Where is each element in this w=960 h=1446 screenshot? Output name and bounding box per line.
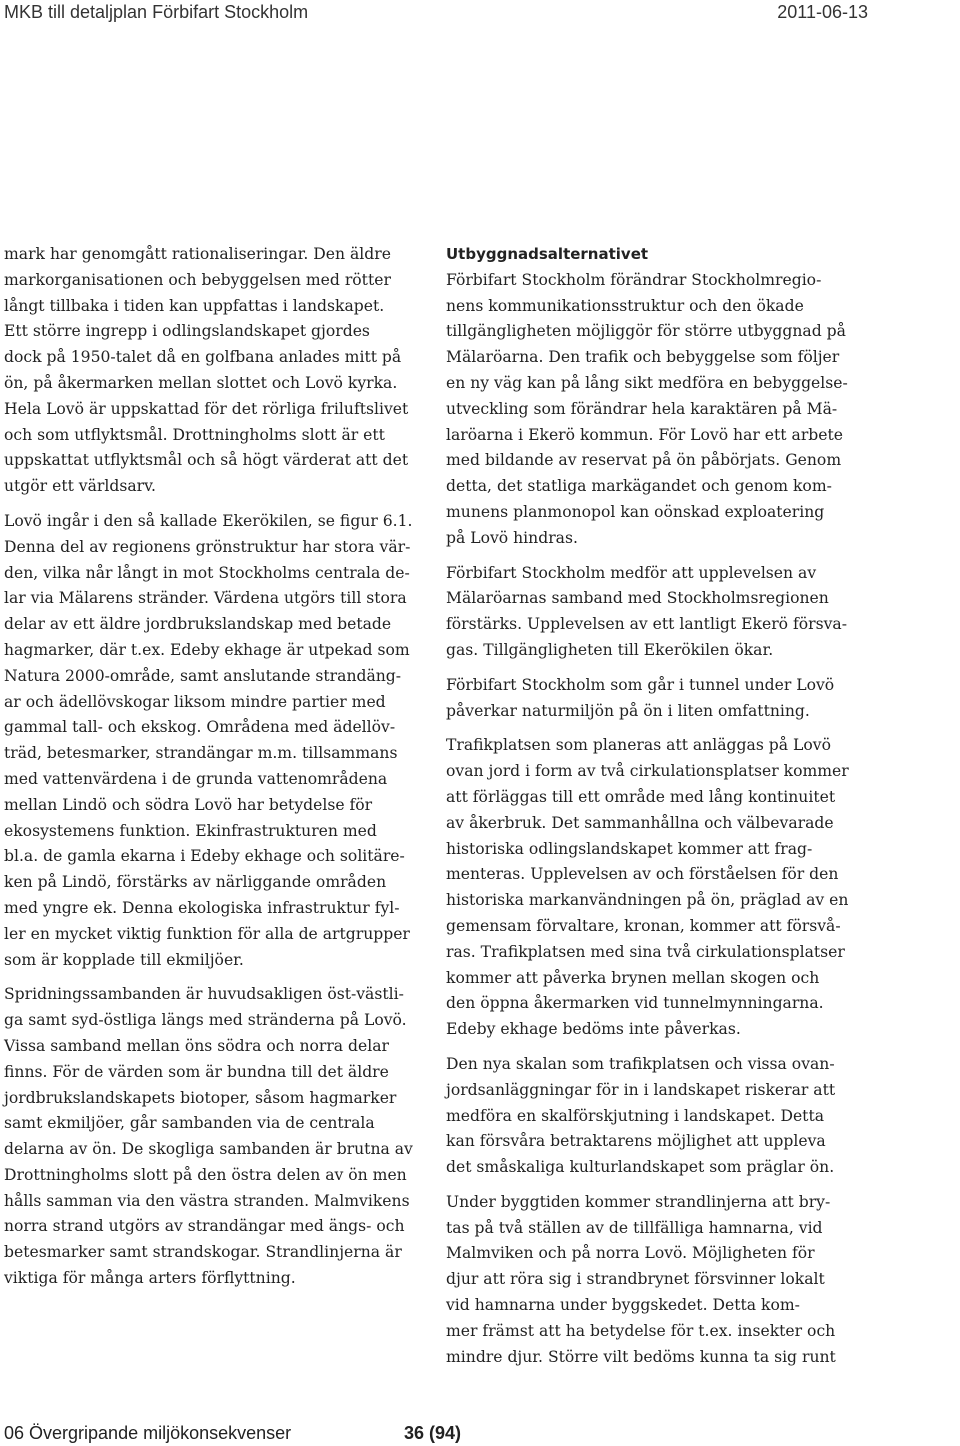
text-line: det småskaliga kulturlandskapet som präglar ön.: [446, 1158, 835, 1177]
text-line: Den nya skalan som trafikplatsen och vissa ovan-: [446, 1054, 835, 1073]
text-line: betesmarker samt strandskogar. Strandlinjerna är: [4, 1243, 402, 1262]
text-line: dock på 1950-talet då en golfbana anlades mitt på: [4, 348, 402, 367]
paragraph-gap: [4, 973, 424, 982]
text-line: ken på Lindö, förstärks av närliggande områden: [4, 873, 387, 892]
text-line: mellan Lindö och södra Lovö har betydelse för: [4, 795, 373, 814]
text-line: Lovö ingår i den så kallade Ekerökilen, se figur 6.1.: [4, 511, 413, 530]
text-line: utgör ett världsarv.: [4, 477, 157, 496]
text-line: finns. För de värden som är bundna till det äldre: [4, 1062, 389, 1081]
paragraph: [446, 1052, 876, 1181]
text-line: hagmarker, där t.ex. Edeby ekhage är utpekad som: [4, 640, 410, 659]
text-line: ar och ädellövskogar liksom mindre partier med: [4, 692, 386, 711]
right-column: [446, 242, 876, 1370]
text-line: delarna av ön. De skogliga sambanden är brutna av: [4, 1140, 413, 1159]
text-line: samt ekmiljöer, går sambanden via de centrala: [4, 1114, 375, 1133]
text-line: med yngre ek. Denna ekologiska infrastruktur fyl-: [4, 898, 400, 917]
text-line: gammal tall- och ekskog. Områdena med ädellöv-: [4, 718, 396, 737]
text-line: långt tillbaka i tiden kan uppfattas i landskapet.: [4, 296, 385, 315]
text-line: Förbifart Stockholm förändrar Stockholmregio-: [446, 270, 822, 289]
text-line: delar av ett äldre jordbrukslandskap med betade: [4, 615, 392, 634]
text-line: Malmviken och på norra Lovö. Möjligheten för: [446, 1244, 815, 1263]
text-line: utveckling som förändrar hela karaktären på Mä-: [446, 399, 838, 418]
paragraph: [446, 268, 876, 552]
paragraph: [4, 982, 424, 1292]
text-line: laröarna i Ekerö kommun. För Lovö har ett arbete: [446, 425, 843, 444]
paragraph: [4, 509, 424, 973]
text-line: ler en mycket viktig funktion för alla de artgrupper: [4, 924, 410, 943]
text-line: Förbifart Stockholm medför att upplevelsen av: [446, 563, 817, 582]
paragraph: [446, 733, 876, 1043]
text-line: av åkerbruk. Det sammanhållna och välbevarade: [446, 813, 834, 832]
text-line: Drottningholms slott på den östra delen av ön men: [4, 1165, 407, 1184]
text-line: tas på två ställen av de tillfälliga hamnarna, vid: [446, 1218, 823, 1237]
text-line: ekosystemens funktion. Ekinfrastrukturen med: [4, 821, 377, 840]
text-line: Mälaröarnas samband med Stockholmsregionen: [446, 589, 829, 608]
text-line: ovan jord i form av två cirkulationsplatser kommer: [446, 762, 849, 781]
text-line: Denna del av regionens grönstruktur har stora vär-: [4, 537, 411, 556]
text-line: ras. Trafikplatsen med sina två cirkulationsplatser: [446, 942, 845, 961]
paragraph-gap: [446, 1043, 876, 1052]
document-date: 2011-06-13: [777, 2, 868, 22]
paragraph: [446, 673, 876, 725]
text-line: medföra en skalförskjutning i landskapet. Detta: [446, 1106, 825, 1125]
text-line: och som utflyktsmål. Drottningholms slott är ett: [4, 425, 385, 444]
document-title: MKB till detaljplan Förbifart Stockholm: [4, 2, 309, 22]
text-line: Spridningssambanden är huvudsakligen öst-västli-: [4, 985, 404, 1004]
text-line: nens kommunikationsstruktur och den ökade: [446, 296, 804, 315]
text-line: markorganisationen och bebyggelsen med rötter: [4, 270, 391, 289]
text-line: förstärks. Upplevelsen av ett lantligt Ekerö försva-: [446, 615, 847, 634]
text-line: gemensam förvaltare, kronan, kommer att försvå-: [446, 916, 841, 935]
text-line: menteras. Upplevelsen av och förståelsen för den: [446, 865, 839, 884]
text-line: att förläggas till ett område med lång kontinuitet: [446, 787, 836, 806]
text-line: kommer att påverka brynen mellan skogen och: [446, 968, 820, 987]
text-line: Hela Lovö är uppskattad för det rörliga friluftslivet: [4, 399, 409, 418]
paragraph: [446, 1190, 876, 1371]
text-line: mindre djur. Större vilt bedöms kunna ta sig runt: [446, 1347, 836, 1366]
section-heading: Utbyggnadsalternativet: [446, 245, 649, 263]
text-line: detta, det statliga markägandet och genom kom-: [446, 477, 832, 496]
text-line: Edeby ekhage bedöms inte påverkas.: [446, 1020, 741, 1039]
text-line: historiska markanvändningen på ön, präglad av en: [446, 891, 849, 910]
paragraph-gap: [446, 724, 876, 733]
paragraph: [4, 242, 424, 500]
text-line: lar via Mälarens stränder. Värdena utgörs till stora: [4, 589, 407, 608]
text-line: djur att röra sig i strandbrynet försvinner lokalt: [446, 1270, 825, 1289]
text-line: gas. Tillgängligheten till Ekerökilen ökar.: [446, 640, 774, 659]
text-line: mark har genomgått rationaliseringar. Den äldre: [4, 245, 391, 263]
footer-section-title: 06 Övergripande miljökonsekvenser: [4, 1423, 292, 1443]
text-line: jordsanläggningar för in i landskapet riskerar att: [446, 1080, 836, 1099]
text-line: den, vilka når långt in mot Stockholms centrala de-: [4, 563, 410, 582]
paragraph-gap: [446, 552, 876, 561]
paragraph-gap: [4, 500, 424, 509]
text-line: tillgängligheten möjliggör för större utbyggnad på: [446, 322, 846, 341]
paragraph-gap: [446, 1181, 876, 1190]
text-line: som är kopplade till ekmiljöer.: [4, 950, 244, 969]
text-line: Under byggtiden kommer strandlinjerna att bry-: [446, 1192, 831, 1211]
text-line: viktiga för många arters förflyttning.: [4, 1269, 296, 1288]
text-line: jordbrukslandskapets biotoper, såsom hagmarker: [4, 1088, 397, 1107]
text-line: Natura 2000-område, samt anslutande strandäng-: [4, 666, 402, 685]
text-line: ön, på åkermarken mellan slottet och Lovö kyrka.: [4, 373, 398, 392]
text-line: Vissa samband mellan öns södra och norra delar: [4, 1036, 390, 1055]
text-line: med bildande av reservat på ön påbörjats. Genom: [446, 451, 842, 470]
paragraph: [446, 561, 876, 664]
paragraph-gap: [446, 664, 876, 673]
text-line: norra strand utgörs av strandängar med ängs- och: [4, 1217, 405, 1236]
text-line: vid hamnarna under byggskedet. Detta kom-: [446, 1296, 800, 1315]
text-line: ga samt syd-östliga längs med stränderna på Lovö.: [4, 1011, 407, 1030]
text-line: kan försvåra betraktarens möjlighet att uppleva: [446, 1132, 826, 1151]
text-line: med vattenvärdena i de grunda vattenområdena: [4, 769, 388, 788]
text-line: mer främst att ha betydelse för t.ex. insekter och: [446, 1321, 836, 1340]
text-line: munens planmonopol kan oönskad exploatering: [446, 502, 825, 521]
text-line: hålls samman via den västra stranden. Malmvikens: [4, 1191, 410, 1210]
text-line: på Lovö hindras.: [446, 528, 578, 547]
text-line: den öppna åkermarken vid tunnelmynningarna.: [446, 994, 824, 1013]
left-column: [4, 242, 424, 1292]
text-line: Ett större ingrepp i odlingslandskapet gjordes: [4, 322, 370, 341]
text-line: Förbifart Stockholm som går i tunnel under Lovö: [446, 675, 835, 694]
text-line: en ny väg kan på lång sikt medföra en bebyggelse-: [446, 373, 848, 392]
text-line: bl.a. de gamla ekarna i Edeby ekhage och solitäre-: [4, 847, 405, 866]
page-number: 36 (94): [404, 1423, 462, 1443]
text-line: Mälaröarna. Den trafik och bebyggelse som följer: [446, 348, 840, 367]
text-line: träd, betesmarker, strandängar m.m. tillsammans: [4, 744, 398, 763]
text-line: påverkar naturmiljön på ön i liten omfattning.: [446, 701, 810, 720]
text-line: uppskattat utflyktsmål och så högt värderat att det: [4, 451, 409, 470]
text-line: Trafikplatsen som planeras att anläggas på Lovö: [446, 736, 831, 755]
text-line: historiska odlingslandskapet kommer att frag-: [446, 839, 813, 858]
